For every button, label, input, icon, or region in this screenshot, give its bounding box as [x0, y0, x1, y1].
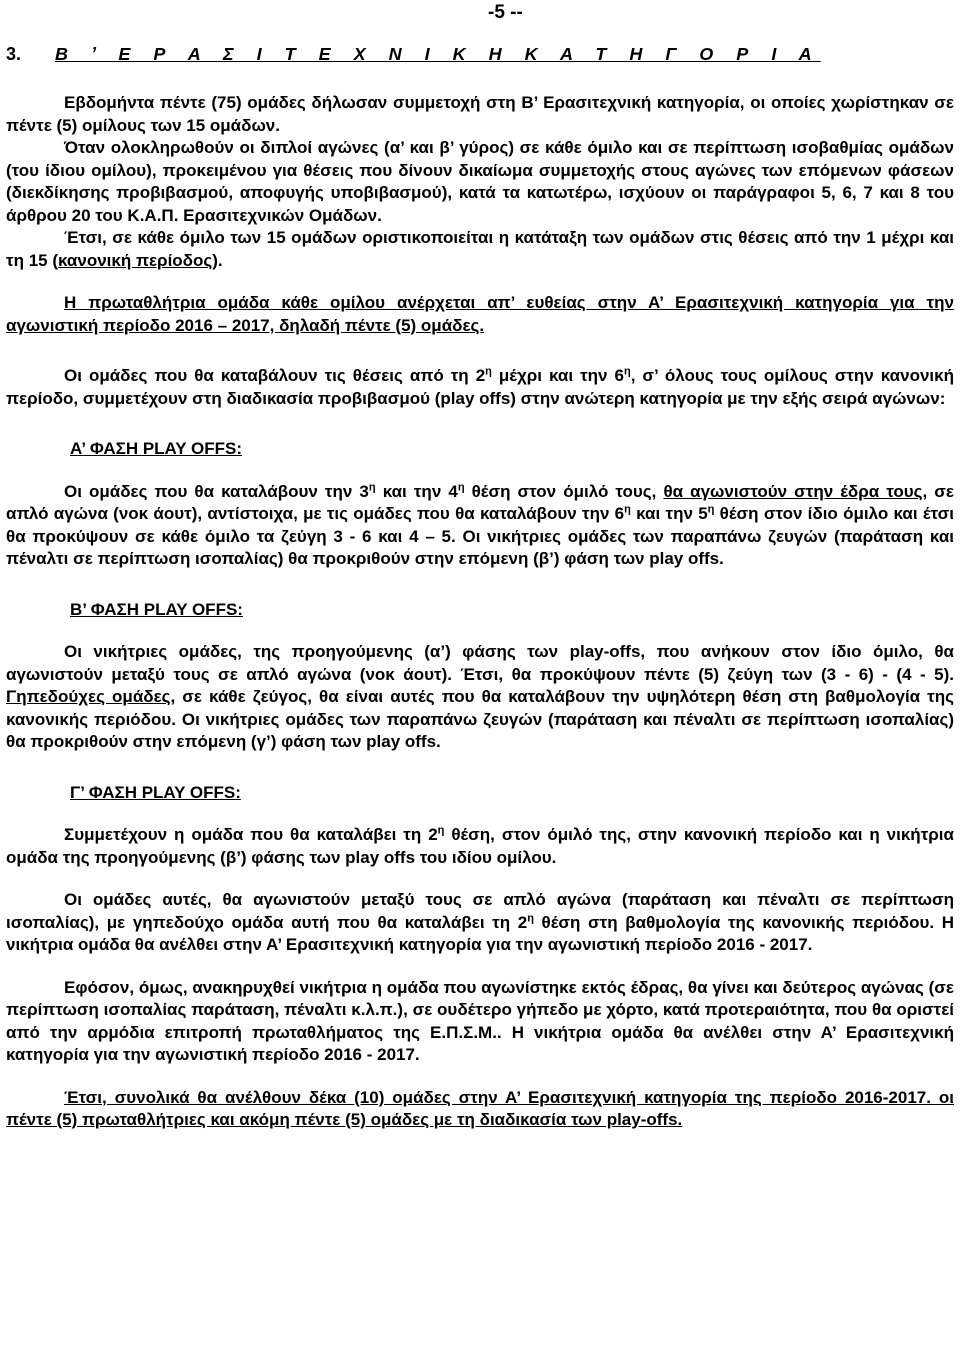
- phase-a-heading: Α’ ΦΑΣΗ PLAY OFFS:: [70, 439, 243, 458]
- ordinal-sup: η: [368, 480, 376, 493]
- phase-a-text: και την 5: [630, 504, 708, 523]
- phase-c-heading: Γ’ ΦΑΣΗ PLAY OFFS:: [70, 782, 241, 802]
- tie-rules-paragraph: Όταν ολοκληρωθούν οι διπλοί αγώνες (α’ και β’ γύρος) σε κάθε όμιλο και σε περίπτωση ισοβαθμίας ομάδων (του ίδιου ομίλου), προκειμένου για θέσεις που δίνουν δικαίωμα συμμετοχής στους αγώνες των επόμενων φάσεων (διεκδίκησης προβιβασμού, αποφυγής υποβιβασμού), κατά τα κατωτέρω, ισχύουν οι παράγραφοι 5, 6, 7 και 8 του άρθρου 20 του Κ.Α.Π. Ερασιτεχνικών Ομάδων.: [6, 138, 954, 225]
- ranking-text: Έτσι, σε κάθε όμιλο των 15 ομάδων οριστικοποιείται η κατάταξη των ομάδων στις θέσεις από την 1 μέχρι και τη 15 (: [6, 228, 954, 270]
- phase-b-text: , σε κάθε ζεύγος, θα είναι αυτές που θα καταλάβουν την υψηλότερη θέση στη βαθμολογία της κανονικής περιόδου. Οι νικήτριες ομάδες των παραπάνω ζευγών (παράταση και πέναλτι σε περίπτωση ισοπαλίας) θα προκριθούν στην επόμενη (γ’) φάση των play offs.: [6, 687, 954, 751]
- ordinal-sup: η: [527, 911, 534, 924]
- phase-a-text: , σε απλό αγώνα (νοκ άουτ), αντίστοιχα, με τις ομάδες που θα καταλάβουν την 6: [6, 481, 955, 523]
- phase-c-text: Οι ομάδες αυτές, θα αγωνιστούν μεταξύ τους σε απλό αγώνα (παράταση και πέναλτι σε περίπτωση ισοπαλίας), με γηπεδούχο ομάδα αυτή που θα καταλάβει τη 2: [6, 890, 954, 932]
- regular-season-term: κανονική περίοδος: [58, 250, 213, 270]
- section-number: 3.: [6, 44, 22, 64]
- phase-c-text: θέση στη βαθμολογία της κανονικής περιόδου. Η νικήτρια ομάδα θα ανέλθει στην Α’ Ερασιτεχνική κατηγορία για την αγωνιστική περίοδο 2016 - 2017.: [6, 912, 954, 954]
- page-number: -5 --: [488, 2, 523, 23]
- playoffs-text-a: Οι ομάδες που θα καταβάλουν τις θέσεις από τη 2: [64, 366, 486, 385]
- document-body: [6, 92, 954, 1132]
- ordinal-sup: η: [707, 503, 715, 516]
- phase-c-paragraph-3: Εφόσον, όμως, ανακηρυχθεί νικήτρια η ομάδα που αγωνίστηκε εκτός έδρας, θα γίνει και δεύτερος αγώνας (σε περίπτωση ισοπαλίας παράταση, πέναλτι κ.λ.π.), σε ουδέτερο γήπεδο με χόρτο, κατά προτεραιότητα, που θα οριστεί από την αρμόδια επιτροπή πρωταθλήματος της Ε.Π.Σ.Μ.. Η νικήτρια ομάδα θα ανέλθει στην Α’ Ερασιτεχνική κατηγορία για την αγωνιστική περίοδο 2016 - 2017.: [6, 977, 954, 1064]
- ordinal-sup: η: [485, 365, 492, 378]
- section-title: Β ’ Ε Ρ Α Σ Ι Τ Ε Χ Ν Ι Κ Η Κ Α Τ Η Γ Ο Ρ Ι Α: [55, 44, 821, 64]
- section-heading: [6, 44, 821, 65]
- playoffs-text-b: μέχρι και την 6: [491, 366, 624, 385]
- playoffs-text-c: , σ’ όλους τους ομίλους στην κανονική περίοδο, συμμετέχουν στη διαδικασία προβιβασμού (play offs) στην ανώτερη κατηγορία με την εξής σειρά αγώνων:: [6, 366, 955, 408]
- phase-c-text: θέση, στον όμιλό της, στην κανονική περίοδο και η νικήτρια ομάδα της προηγούμενης (β’) φάσης των play offs του ιδίου ομίλου.: [6, 825, 954, 867]
- phase-a-text: Οι ομάδες που θα καταλάβουν την 3: [64, 481, 369, 501]
- home-ground-term: θα αγωνιστούν στην έδρα τους: [663, 481, 923, 501]
- ordinal-sup: η: [457, 480, 465, 493]
- host-teams-term: Γηπεδούχες ομάδες: [6, 687, 171, 706]
- ordinal-sup: η: [624, 503, 631, 516]
- phase-b-paragraph: [6, 641, 954, 754]
- conclusion-paragraph: Έτσι, συνολικά θα ανέλθουν δέκα (10) ομάδες στην Α’ Ερασιτεχνική κατηγορία της περίοδο 2016-2017. οι πέντε (5) πρωταθλήτριες και ακόμη πέντε (5) ομάδες με τη διαδικασία των play-offs.: [6, 1087, 954, 1129]
- phase-b-text: Οι νικήτριες ομάδες, της προηγούμενης (α’) φάσης των play-offs, που ανήκουν στον ίδιο όμιλο, θα αγωνιστούν μεταξύ τους σε απλό αγώνα (νοκ άουτ). Έτσι, θα προκύψουν πέντε (5) ζεύγη των (3 - 6) - (4 - 5).: [6, 642, 954, 684]
- ordinal-sup: η: [437, 824, 445, 837]
- champion-paragraph: Η πρωταθλήτρια ομάδα κάθε ομίλου ανέρχεται απ’ ευθείας στην Α’ Ερασιτεχνική κατηγορία για την αγωνιστική περίοδο 2016 – 2017, δηλαδή πέντε (5) ομάδες.: [6, 293, 954, 335]
- phase-a-text: θέση στον ίδιο όμιλο και έτσι θα προκύψουν σε κάθε όμιλο τα ζεύγη 3 - 6 και 4 – 5. Οι νικήτριες ομάδες των παραπάνω ζευγών (παράταση και πέναλτι σε περίπτωση ισοπαλίας) θα προκριθούν στην επόμενη (β’) φάση των play offs.: [6, 504, 954, 568]
- phase-b-heading: Β’ ΦΑΣΗ PLAY OFFS:: [70, 599, 243, 619]
- phase-c-text: Συμμετέχουν η ομάδα που θα καταλάβει τη 2: [64, 825, 438, 844]
- phase-a-paragraph: [6, 481, 954, 571]
- ranking-text-end: ).: [212, 250, 223, 270]
- phase-a-text: θέση στον όμιλό τους,: [464, 481, 664, 501]
- phase-a-text: και την 4: [375, 481, 458, 501]
- intro-paragraph: Εβδομήντα πέντε (75) ομάδες δήλωσαν συμμετοχή στη Β’ Ερασιτεχνική κατηγορία, οι οποίες χωρίστηκαν σε πέντε (5) ομίλους των 15 ομάδων.: [6, 93, 954, 135]
- phase-c-paragraph-2: [6, 889, 954, 957]
- playoffs-intro-paragraph: [6, 365, 954, 410]
- phase-c-paragraph-1: [6, 824, 954, 869]
- ordinal-sup: η: [623, 365, 631, 378]
- ranking-paragraph: [6, 227, 954, 272]
